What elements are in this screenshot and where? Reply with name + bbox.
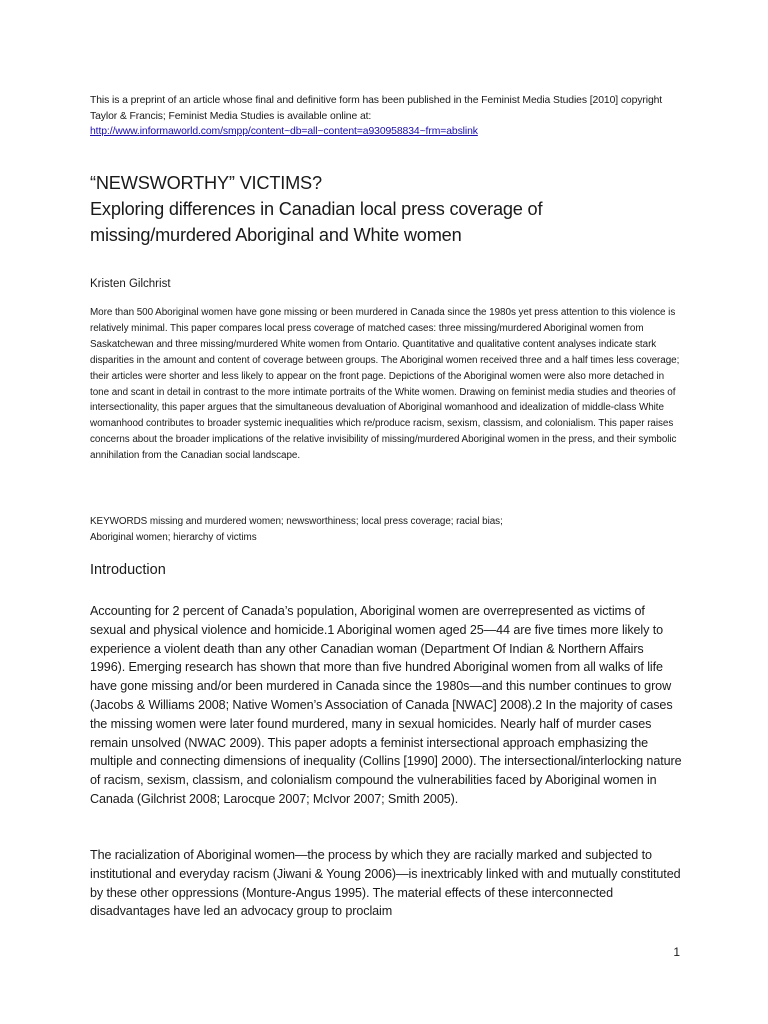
body-paragraph-2: The racialization of Aboriginal women—the process by which they are racially marked and subjected to institutional and everyday racism (Jiwani & Young 2006)—is inextricably linked with and mutually constituted by these other oppressions (Monture-Angus 1995). The material effects of these interconnected disadvantages have led an advocacy group to proclaim bbox=[90, 848, 681, 919]
preprint-notice bbox=[90, 93, 682, 140]
keywords-line-2: Aboriginal women; hierarchy of victims bbox=[90, 531, 257, 543]
page-number: 1 bbox=[673, 945, 680, 959]
article-title bbox=[90, 170, 682, 248]
author-name: Kristen Gilchrist bbox=[90, 278, 171, 290]
abstract: More than 500 Aboriginal women have gone missing or been murdered in Canada since the 1980s yet press attention to this violence is relatively minimal. This paper compares local press coverage of matched cases: three missing/murdered Aboriginal women from Saskatchewan and three missing/murdered White women from Ontario. Quantitative and qualitative content analyses indicate stark disparities in the amount and content of coverage between groups. The Aboriginal women received three and a half times less coverage; their articles were shorter and less likely to appear on the front page. Depictions of the Aboriginal women were also more detached in tone and scant in detail in contrast to the more intimate portraits of the White women. Drawing on feminist media studies and theories of intersectionality, this paper argues that the simultaneous devaluation of Aboriginal womanhood and idealization of middle-class White womanhood contributes to broader systemic inequalities which re/produce racism, sexism, classism, and colonialism. This paper raises concerns about the broader implications of the relative invisibility of missing/murdered Aboriginal women in the press, and their symbolic annihilation from the Canadian social landscape. bbox=[90, 307, 680, 462]
keywords-line-1: KEYWORDS missing and murdered women; newsworthiness; local press coverage; racial bias; bbox=[90, 516, 503, 527]
body-paragraph-1: Accounting for 2 percent of Canada’s population, Aboriginal women are overrepresented as victims of sexual and physical violence and homicide.1 Aboriginal women aged 25—44 are five times more likely to experience a violent death than any other Canadian woman (Department Of Indian & Northern Affairs 1996). Emerging research has shown that more than five hundred Aboriginal women from all walks of life have gone missing and/or been murdered in Canada since the 1980s—and this number continues to grow (Jacobs & Williams 2008; Native Women’s Association of Canada [NWAC] 2008).2 In the majority of cases the missing women were later found murdered, many in sexual homicides. Nearly half of murder cases remain unsolved (NWAC 2009). This paper adopts a feminist intersectional approach emphasizing the multiple and connecting dimensions of inequality (Collins [1990] 2000). The intersectional/interlocking nature of racism, sexism, classism, and colonialism compound the vulnerabilities faced by Aboriginal women in Canada (Gilchrist 2008; Larocque 2007; McIvor 2007; Smith 2005). bbox=[90, 604, 682, 806]
keywords bbox=[90, 514, 682, 546]
title-line-2: Exploring differences in Canadian local press coverage of bbox=[90, 199, 543, 219]
preprint-notice-text: This is a preprint of an article whose final and definitive form has been published in the Feminist Media Studies [2010] copyright Taylor & Francis; Feminist Media Studies is available online at: bbox=[90, 95, 663, 122]
section-heading: Introduction bbox=[90, 562, 166, 578]
title-line-1: “NEWSWORTHY” VICTIMS? bbox=[90, 173, 322, 193]
preprint-link[interactable]: http://www.informaworld.com/smpp/content~db=all~content=a930958834~frm=abslink bbox=[90, 126, 478, 137]
title-line-3: missing/murdered Aboriginal and White women bbox=[90, 225, 462, 245]
